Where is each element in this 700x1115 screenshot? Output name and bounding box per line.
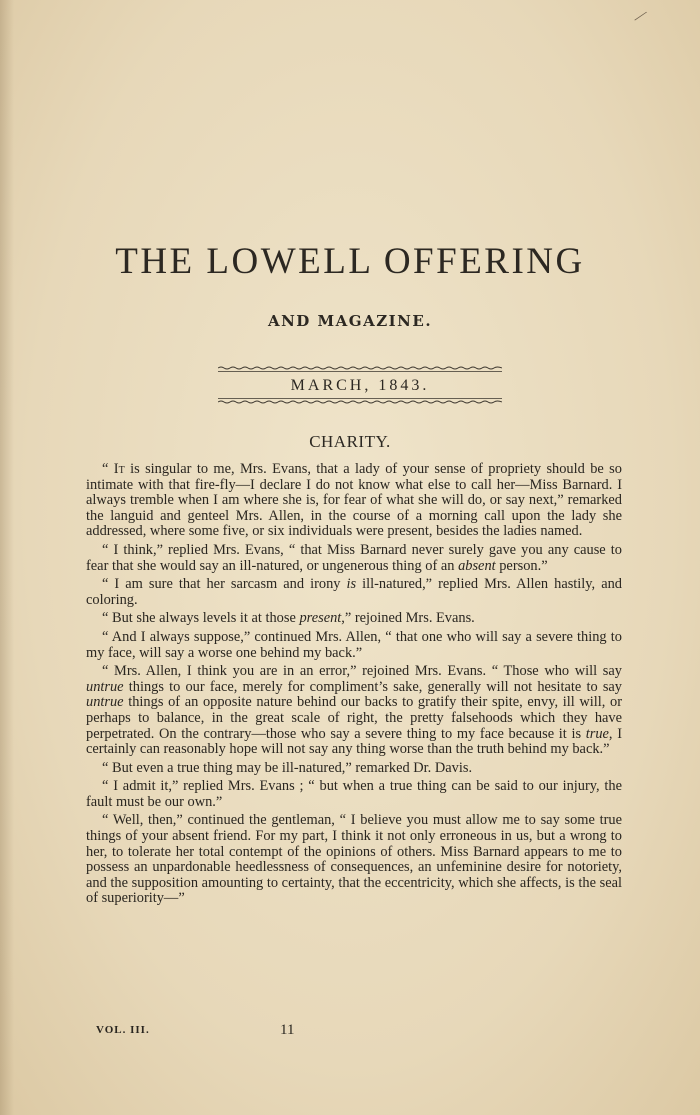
paragraph: “ But she always levels it at those present,” rejoined Mrs. Evans. xyxy=(102,610,475,627)
ornamental-rule-top xyxy=(218,366,502,373)
paragraph: “ Mrs. Allen, I think you are in an error,” rejoined Mrs. Evans. “ Those who will say untrue things to our face, merely for compliment’s sake, generally will not hesitate to say untrue things of an opposite nature behind our backs to gratify their spite, envy, ill will, or perhaps to balance, in the great scale of right, the pretty falsehoods which they have perpetrated. On the contrary—those who say a severe thing to my face because it is true, I certainly can reasonably hope will not say any thing worse than the truth behind my back.” xyxy=(86,663,622,758)
date-block xyxy=(218,366,502,404)
page-number: 11 xyxy=(280,1022,295,1038)
paragraph: “ Well, then,” continued the gentleman, “ I believe you must allow me to say some true things of your absent friend. For my part, I think it not only erroneous in us, but a wrong to her, to tolerate her total contempt of the opinions of others. Miss Barnard appears to me to possess an unpardonable heedlessness of consequences, an unfeminine desire for notoriety, and the supposition amounting to certainty, that the eccentricity, which she affects, is the seal of superiority—” xyxy=(86,812,622,907)
pencil-mark: ⁄ xyxy=(635,6,646,26)
article-body xyxy=(86,462,622,910)
ornamental-rule-bottom xyxy=(218,397,502,404)
paragraph: “ And I always suppose,” continued Mrs. Allen, “ that one who will say a severe thing to my face, will say a worse one behind my back.” xyxy=(86,628,622,661)
paragraph: “ It is singular to me, Mrs. Evans, that a lady of your sense of propriety should be so intimate with that fire-fly—I declare I do not know what else to call her—Miss Barnard. I always tremble when I am where she is, for fear of what she will do, or say next,” remarked the languid and genteel Mrs. Allen, in the course of a morning call upon the lady she addressed, where some five, or six individuals were present, besides the ladies named. xyxy=(86,461,622,540)
issue-date: MARCH, 1843. xyxy=(290,377,430,394)
article-title: CHARITY. xyxy=(309,432,391,451)
masthead-title: THE LOWELL OFFERING xyxy=(115,241,585,282)
paragraph: “ But even a true thing may be ill-natured,” remarked Dr. Davis. xyxy=(102,759,473,776)
paragraph: “ I admit it,” replied Mrs. Evans ; “ but when a true thing can be said to our injury, the fault must be our own.” xyxy=(86,778,622,810)
volume-label: VOL. III. xyxy=(96,1024,150,1036)
paragraph: “ I think,” replied Mrs. Evans, “ that Miss Barnard never surely gave you any cause to fear that she would say an ill-natured, or ungenerous thing of an absent person.” xyxy=(86,541,622,574)
masthead-subtitle: AND MAGAZINE. xyxy=(267,312,433,330)
paragraph: “ I am sure that her sarcasm and irony is ill-natured,” replied Mrs. Allen hastily, and coloring. xyxy=(86,576,622,608)
